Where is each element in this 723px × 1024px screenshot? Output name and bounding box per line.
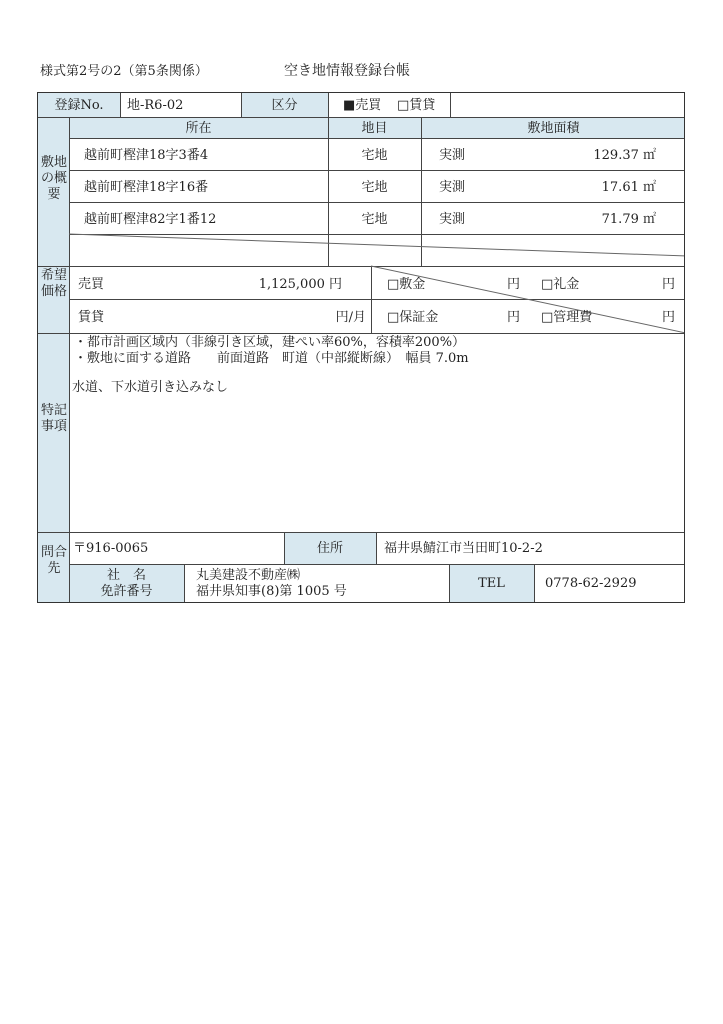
land-type-cell: 宅地 xyxy=(361,148,388,163)
location-cell: 越前町樫津82字1番12 xyxy=(84,212,217,227)
tel-value: 0778-62-2929 xyxy=(545,576,637,591)
measure-method-cell: 実測 xyxy=(439,180,466,195)
category-rent-option: □賃貸 xyxy=(397,98,436,113)
land-type-cell: 宅地 xyxy=(361,180,388,195)
site-overview-label: 敷地の概要 xyxy=(40,155,67,202)
address-value: 福井県鯖江市当田町10-2-2 xyxy=(384,541,543,556)
deposit-unit: 円 xyxy=(507,277,521,292)
location-cell: 越前町樫津18字16番 xyxy=(84,180,209,195)
area-cell: 129.37 ㎡ xyxy=(593,148,656,163)
measure-method-cell: 実測 xyxy=(439,212,466,227)
document-title: 空き地情報登録台帳 xyxy=(284,63,410,79)
area-cell: 17.61 ㎡ xyxy=(601,180,656,195)
empty-row-strike xyxy=(69,234,685,256)
note-line: ・都市計画区域内（非線引き区域，建ぺい率60%，容積率200%） xyxy=(74,335,466,350)
address-label: 住所 xyxy=(316,541,343,556)
area-column-header: 敷地面積 xyxy=(527,121,580,136)
registration-sheet xyxy=(37,92,685,603)
rent-price-unit: 円/月 xyxy=(335,310,366,325)
tel-label: TEL xyxy=(478,576,505,591)
note-line: ・敷地に面する道路 前面道路 町道（中部縦断線） 幅員 7.0m xyxy=(74,351,469,366)
note-line: 水道、下水道引き込みなし xyxy=(72,380,229,395)
sale-price-label: 売買 xyxy=(78,277,105,292)
form-number: 様式第2号の2（第5条関係） xyxy=(40,64,208,79)
deposit-label: □敷金 xyxy=(387,277,426,292)
management-fee-unit: 円 xyxy=(662,310,676,325)
category-sale-option: ■売買 xyxy=(343,98,382,113)
license-number-label: 免許番号 xyxy=(100,584,153,599)
contact-label: 問合先 xyxy=(40,545,67,576)
location-cell: 越前町樫津18字3番4 xyxy=(84,148,209,163)
license-number-value: 福井県知事(8)第 1005 号 xyxy=(196,584,347,599)
land-type-cell: 宅地 xyxy=(361,212,388,227)
land-type-column-header: 地目 xyxy=(361,121,388,136)
management-fee-label: □管理費 xyxy=(541,310,593,325)
reg-number-value: 地-R6-02 xyxy=(127,98,184,113)
postal-code: 〒916-0065 xyxy=(73,541,149,556)
notes-label: 特記事項 xyxy=(40,403,67,434)
sale-price-value: 1,125,000 円 xyxy=(258,277,342,292)
category-label: 区分 xyxy=(271,98,298,113)
price-label: 希望価格 xyxy=(40,268,67,299)
rent-price-label: 賃貸 xyxy=(78,310,105,325)
company-name-value: 丸美建設不動産㈱ xyxy=(196,568,301,583)
reg-number-label: 登録No. xyxy=(54,98,104,113)
area-cell: 71.79 ㎡ xyxy=(601,212,656,227)
security-deposit-label: □保証金 xyxy=(387,310,439,325)
security-deposit-unit: 円 xyxy=(507,310,521,325)
location-column-header: 所在 xyxy=(185,121,212,136)
key-money-unit: 円 xyxy=(662,277,676,292)
company-name-label: 社 名 xyxy=(106,568,146,583)
key-money-label: □礼金 xyxy=(541,277,580,292)
measure-method-cell: 実測 xyxy=(439,148,466,163)
